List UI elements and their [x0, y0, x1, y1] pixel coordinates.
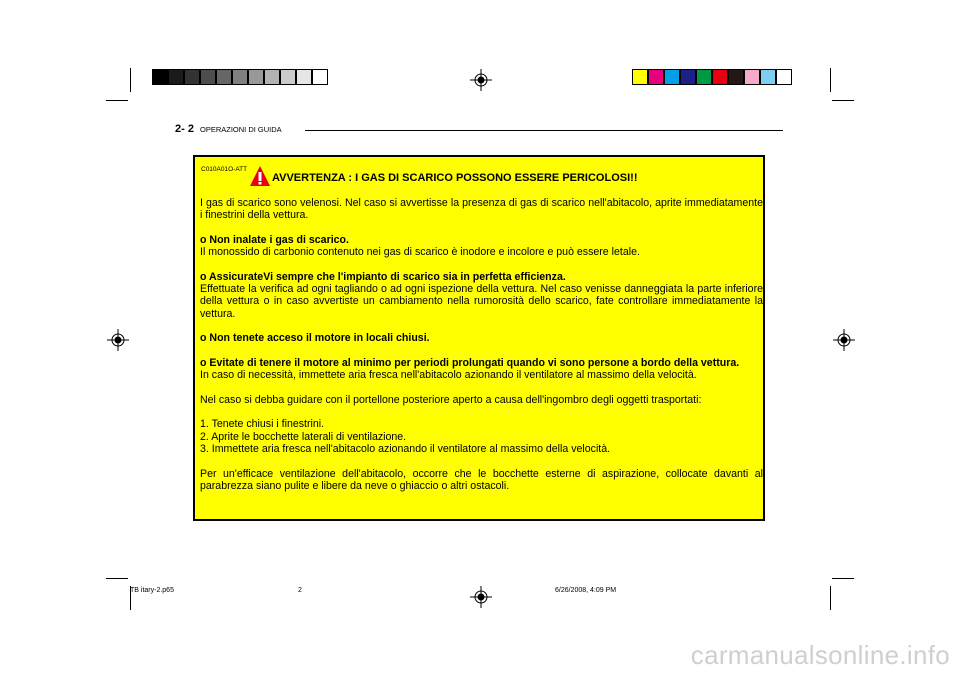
- step-item: 3. Immettete aria fresca nell'abitacolo azionando il ventilatore al massimo della velocità.: [200, 442, 611, 455]
- item-heading: o Evitate di tenere il motore al minimo per periodi prolungati quando vi sono persone a bordo della vettura.: [200, 356, 740, 369]
- color-swatch: [664, 69, 680, 85]
- color-swatch: [264, 69, 280, 85]
- color-swatch: [280, 69, 296, 85]
- footer-file: TB itary-2.p65: [130, 587, 174, 594]
- registration-mark-icon: [470, 586, 492, 608]
- page-number: 2- 2: [175, 123, 194, 135]
- color-swatch: [296, 69, 312, 85]
- registration-mark-icon: [470, 69, 492, 91]
- color-swatch: [760, 69, 776, 85]
- intro-text: I gas di scarico sono velenosi. Nel caso si avvertisse la presenza di gas di scarico nell'abitacolo, aprite immediatamente i finestrini della vettura.: [200, 197, 763, 222]
- color-swatch: [232, 69, 248, 85]
- registration-mark-icon: [833, 329, 855, 351]
- closing-text: Per un'efficace ventilazione dell'abitacolo, occorre che le bocchette esterne di aspirazione, collocate davanti al parabrezza siano pulite e libere da neve o ghiaccio o altri ostacoli.: [200, 467, 763, 492]
- color-swatch: [648, 69, 664, 85]
- warning-content: [200, 197, 763, 492]
- item-heading: o Non tenete acceso il motore in locali chiusi.: [200, 332, 430, 345]
- color-swatch: [696, 69, 712, 85]
- grayscale-calibration-bar: [152, 69, 328, 85]
- item-heading: o Non inalate i gas di scarico.: [200, 233, 349, 246]
- color-swatch: [312, 69, 328, 85]
- step-item: 1. Tenete chiusi i finestrini.: [200, 418, 325, 431]
- color-swatch: [712, 69, 728, 85]
- color-swatch: [728, 69, 744, 85]
- watermark: carmanualsonline.info: [690, 640, 950, 670]
- exclamation-warning-icon: [249, 165, 271, 187]
- color-swatch: [184, 69, 200, 85]
- color-swatch: [200, 69, 216, 85]
- tailgate-text: Nel caso si debba guidare con il portellone posteriore aperto a causa dell'ingombro degli oggetti trasportati:: [200, 393, 702, 406]
- footer-date: 6/26/2008, 4:09 PM: [555, 587, 617, 594]
- color-swatch: [216, 69, 232, 85]
- item-body: In caso di necessità, immettete aria fresca nell'abitacolo azionando il ventilatore al massimo della velocità.: [200, 369, 697, 382]
- item-body: Il monossido di carbonio contenuto nei gas di scarico è inodore e incolore e può essere letale.: [200, 246, 640, 259]
- item-body: Effettuate la verifica ad ogni tagliando o ad ogni ispezione della vettura. Nel caso venisse danneggiata la parte inferiore della vettura o in caso avvertiste un cambiamento nella rumorosità dello scarico, fate controllare immediatamente la vettura.: [200, 283, 763, 320]
- color-swatch: [632, 69, 648, 85]
- color-swatch: [776, 69, 792, 85]
- footer-page: 2: [298, 587, 302, 594]
- color-calibration-bar: [632, 69, 792, 85]
- warning-code: C010A01O-ATT: [201, 166, 248, 173]
- color-swatch: [680, 69, 696, 85]
- step-item: 2. Aprite le bocchette laterali di ventilazione.: [200, 430, 407, 443]
- registration-mark-icon: [107, 329, 129, 351]
- warning-title: AVVERTENZA : I GAS DI SCARICO POSSONO ESSERE PERICOLOSI!!: [272, 172, 638, 184]
- color-swatch: [152, 69, 168, 85]
- color-swatch: [248, 69, 264, 85]
- color-swatch: [168, 69, 184, 85]
- header-rule: [305, 130, 783, 131]
- section-title: OPERAZIONI DI GUIDA: [200, 125, 282, 134]
- item-heading: o AssicurateVi sempre che l'impianto di scarico sia in perfetta efficienza.: [200, 270, 566, 283]
- color-swatch: [744, 69, 760, 85]
